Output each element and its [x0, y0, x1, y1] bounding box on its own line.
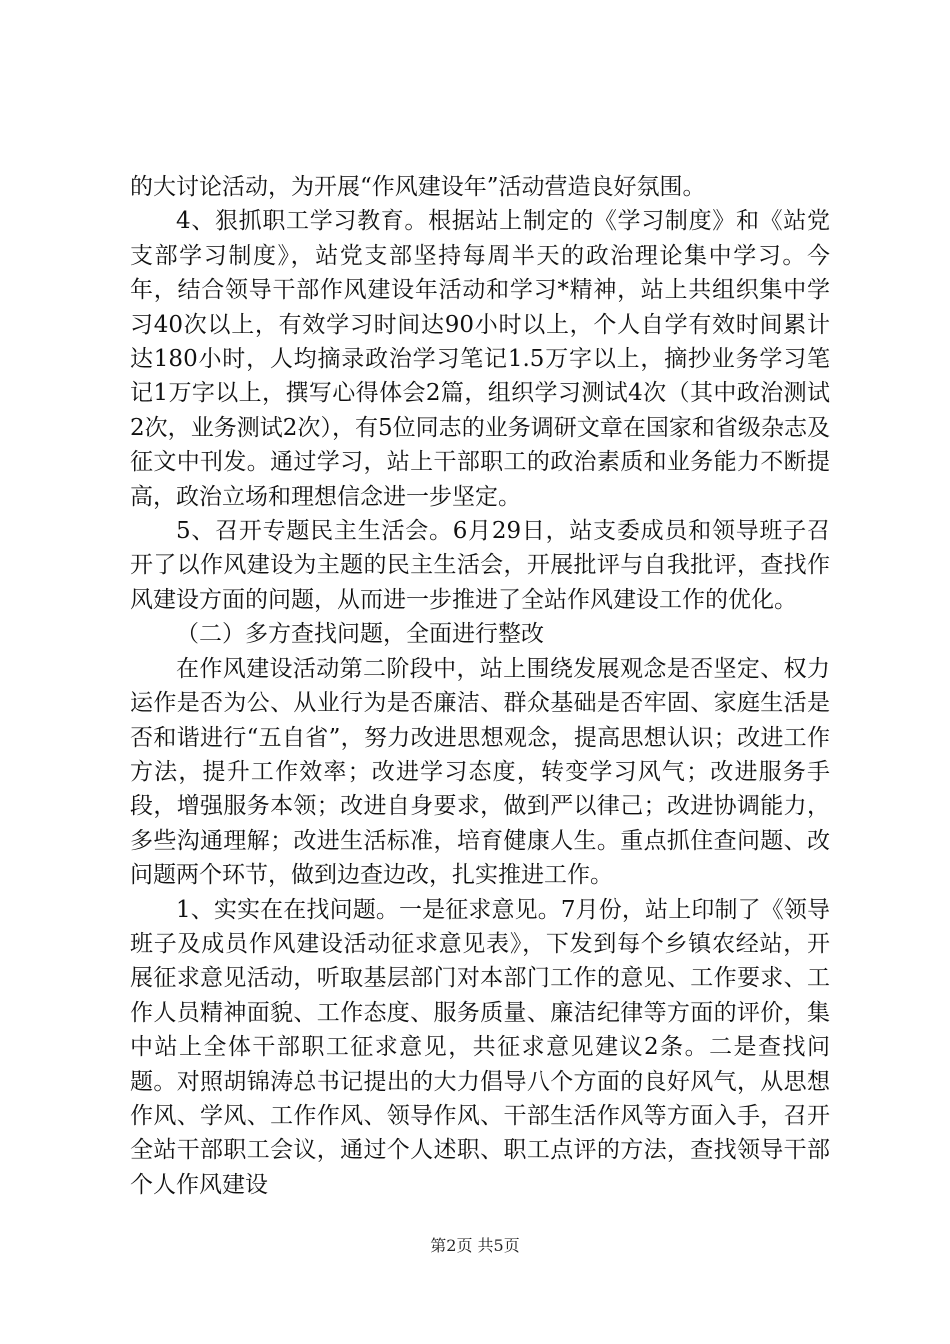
- paragraph-democratic-meeting: 5、召开专题民主生活会。6月29日，站支委成员和领导班子召开了以作风建设为主题的民主生活会，开展批评与自我批评，查找作风建设方面的问题，从而进一步推进了全站作风建设工作的优化。: [130, 518, 830, 613]
- paragraph-study-education: 4、狠抓职工学习教育。根据站上制定的《学习制度》和《站党支部学习制度》，站党支部坚持每周半天的政治理论集中学习。今年，结合领导干部作风建设年活动和学习*精神，站上共组织集中学习40次以上，有效学习时间达90小时以上，个人自学有效时间累计达180小时，人均摘录政治学习笔记1.5万字以上，摘抄业务学习笔记1万字以上，撰写心得体会2篇，组织学习测试4次（其中政治测试2次，业务测试2次），有5位同志的业务调研文章在国家和省级杂志及征文中刊发。通过学习，站上干部职工的政治素质和业务能力不断提高，政治立场和理想信念进一步坚定。: [130, 208, 830, 510]
- document-body: [130, 170, 830, 1202]
- section-heading-find-problems: （二）多方查找问题，全面进行整改: [176, 621, 544, 648]
- page-number-footer: 第2页 共5页: [430, 1236, 520, 1255]
- paragraph-second-stage: 在作风建设活动第二阶段中，站上围绕发展观念是否坚定、权力运作是否为公、从业行为是否廉洁、群众基础是否牢固、家庭生活是否和谐进行“五自省”，努力改进思想观念，提高思想认识；改进工作方法，提升工作效率；改进学习态度，转变学习风气；改进服务手段，增强服务本领；改进自身要求，做到严以律己；改进协调能力，多些沟通理解；改进生活标准，培育健康人生。重点抓住查问题、改问题两个环节，做到边查边改，扎实推进工作。: [130, 655, 830, 889]
- paragraph-find-problems: 1、实实在在找问题。一是征求意见。7月份，站上印制了《领导班子及成员作风建设活动征求意见表》，下发到每个乡镇农经站，开展征求意见活动，听取基层部门对本部门工作的意见、工作要求、工作人员精神面貌、工作态度、服务质量、廉洁纪律等方面的评价，集中站上全体干部职工征求意见，共征求意见建议2条。二是查找问题。对照胡锦涛总书记提出的大力倡导八个方面的良好风气，从思想作风、学风、工作作风、领导作风、干部生活作风等方面入手，召开全站干部职工会议，通过个人述职、职工点评的方法，查找领导干部个人作风建设: [130, 896, 830, 1198]
- paragraph-continuation: 的大讨论活动，为开展“作风建设年”活动营造良好氛围。: [130, 174, 706, 200]
